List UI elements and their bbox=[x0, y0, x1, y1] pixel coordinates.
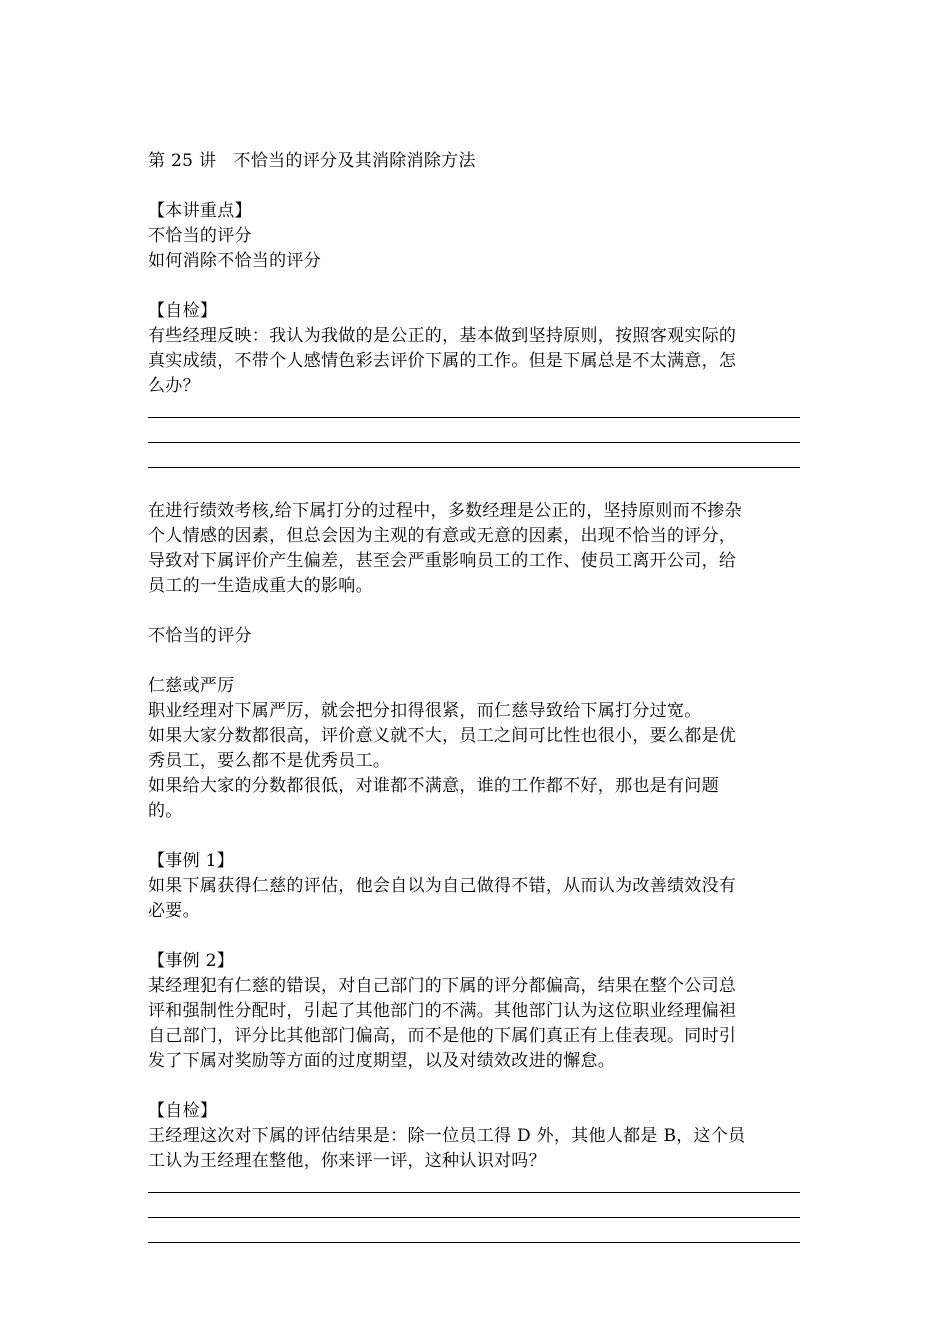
case-text-line: 某经理犯有仁慈的错误，对自己部门的下属的评分都偏高，结果在整个公司总 bbox=[148, 976, 737, 996]
body-text-line: 如果给大家的分数都很低，对谁都不满意，谁的工作都不好，那也是有问题 bbox=[148, 776, 719, 796]
body-text-line: 秀员工，要么都不是优秀员工。 bbox=[148, 751, 391, 771]
answer-line bbox=[148, 1174, 800, 1199]
case-heading: 【事例 1】 bbox=[148, 851, 235, 871]
self-check-text: 工认为王经理在整他，你来评一评，这种认识对吗？ bbox=[148, 1151, 546, 1171]
case-text-line: 必要。 bbox=[148, 901, 200, 921]
self-check-text: 真实成绩，不带个人感情色彩去评价下属的工作。但是下属总是不太满意，怎 bbox=[148, 351, 737, 371]
case-heading: 【事例 2】 bbox=[148, 951, 235, 971]
key-points-heading: 【本讲重点】 bbox=[148, 201, 252, 221]
body-text-line: 职业经理对下属严厉，就会把分扣得很紧，而仁慈导致给下属打分过宽。 bbox=[148, 701, 702, 721]
document-page bbox=[148, 124, 800, 1249]
key-point-item: 不恰当的评分 bbox=[148, 226, 252, 246]
intro-paragraph-line: 导致对下属评价产生偏差，甚至会严重影响员工的工作、使员工离开公司，给 bbox=[148, 551, 737, 571]
case-text-line: 评和强制性分配时，引起了其他部门的不满。其他部门认为这位职业经理偏袒 bbox=[148, 1001, 737, 1021]
intro-paragraph-line: 员工的一生造成重大的影响。 bbox=[148, 576, 373, 596]
answer-line bbox=[148, 424, 800, 449]
key-point-item: 如何消除不恰当的评分 bbox=[148, 251, 321, 271]
answer-line bbox=[148, 1199, 800, 1224]
answer-line bbox=[148, 399, 800, 424]
self-check-heading: 【自检】 bbox=[148, 1101, 218, 1121]
case-text-line: 发了下属对奖励等方面的过度期望，以及对绩效改进的懈怠。 bbox=[148, 1051, 616, 1071]
self-check-text: 王经理这次对下属的评估结果是：除一位员工得 D 外，其他人都是 B，这个员 bbox=[148, 1126, 746, 1146]
self-check-text: 有些经理反映：我认为我做的是公正的，基本做到坚持原则，按照客观实际的 bbox=[148, 326, 737, 346]
case-text-line: 自己部门，评分比其他部门偏高，而不是他的下属们真正有上佳表现。同时引 bbox=[148, 1026, 737, 1046]
intro-paragraph-line: 在进行绩效考核,给下属打分的过程中，多数经理是公正的，坚持原则而不掺杂 bbox=[148, 501, 742, 521]
self-check-text: 么办？ bbox=[148, 376, 200, 396]
answer-line bbox=[148, 449, 800, 474]
subsection-heading: 仁慈或严厉 bbox=[148, 676, 235, 696]
body-text-line: 的。 bbox=[148, 801, 183, 821]
lecture-title: 第 25 讲 不恰当的评分及其消除消除方法 bbox=[148, 151, 476, 171]
section-title: 不恰当的评分 bbox=[148, 626, 252, 646]
case-text-line: 如果下属获得仁慈的评估，他会自以为自己做得不错，从而认为改善绩效没有 bbox=[148, 876, 737, 896]
body-text-line: 如果大家分数都很高，评价意义就不大，员工之间可比性也很小，要么都是优 bbox=[148, 726, 737, 746]
intro-paragraph-line: 个人情感的因素，但总会因为主观的有意或无意的因素，出现不恰当的评分， bbox=[148, 526, 737, 546]
self-check-heading: 【自检】 bbox=[148, 301, 218, 321]
answer-line bbox=[148, 1224, 800, 1249]
